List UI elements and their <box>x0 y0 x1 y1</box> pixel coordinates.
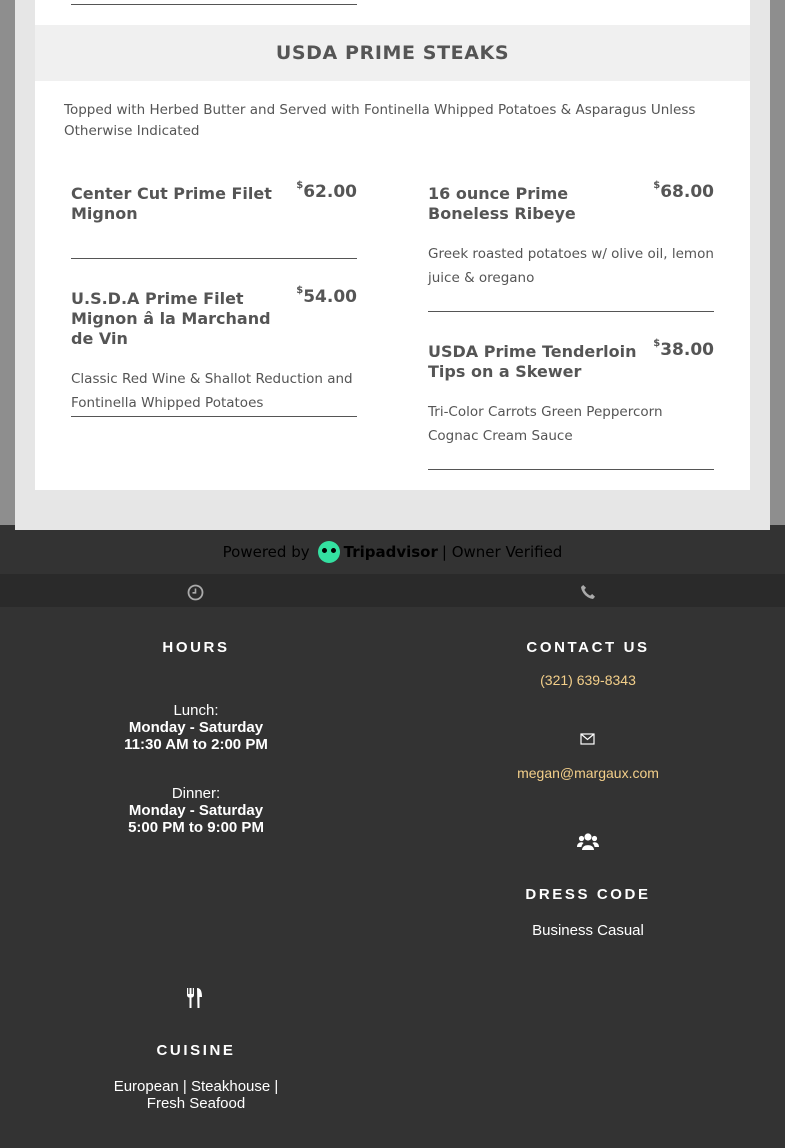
divider <box>71 258 357 259</box>
menu-item-price <box>296 287 357 307</box>
tripadvisor-badge[interactable] <box>0 530 785 574</box>
menu-item <box>71 285 357 415</box>
divider <box>71 4 357 5</box>
dress-code-section <box>438 886 738 939</box>
menu-item-description: Tri-Color Carrots Green Peppercorn Cognac Cream Sauce <box>428 404 663 444</box>
email-link[interactable]: megan@margaux.com <box>517 765 659 781</box>
menu-item-description: Classic Red Wine & Shallot Reduction and Fontinella Whipped Potatoes <box>71 371 353 411</box>
menu-item-name: 16 ounce Prime Boneless Ribeye <box>428 184 576 223</box>
divider <box>428 311 714 312</box>
email-block <box>438 765 738 783</box>
currency-symbol: $ <box>653 180 661 192</box>
menu-item <box>428 180 714 290</box>
menu-item <box>71 180 357 224</box>
contact-section <box>438 639 738 690</box>
icon-strip <box>0 574 785 607</box>
menu-item-name: USDA Prime Tenderloin Tips on a Skewer <box>428 342 637 381</box>
section-title: USDA PRIME STEAKS <box>275 42 510 64</box>
utensils-icon <box>186 988 204 1013</box>
cuisine-line-2: Fresh Seafood <box>146 1095 246 1112</box>
owner-verified-label: | Owner Verified <box>441 543 563 561</box>
divider <box>428 469 714 470</box>
dress-code-value: Business Casual <box>532 922 644 939</box>
users-icon <box>577 832 599 856</box>
price-value: 62.00 <box>303 182 357 202</box>
phone-icon <box>580 584 598 602</box>
currency-symbol: $ <box>296 180 304 192</box>
menu-item-price <box>296 182 357 202</box>
section-description: Topped with Herbed Butter and Served with Fontinella Whipped Potatoes & Asparagus Unless Otherwise Indicated <box>64 102 696 139</box>
menu-item-name: Center Cut Prime Filet Mignon <box>71 184 272 223</box>
cuisine-heading: CUISINE <box>156 1042 236 1059</box>
currency-symbol: $ <box>296 285 304 297</box>
phone-link[interactable]: (321) 639-8343 <box>540 672 636 688</box>
clock-icon <box>187 584 205 602</box>
menu-item-price <box>653 340 714 360</box>
menu-item <box>428 338 714 448</box>
menu-item-description: Greek roasted potatoes w/ olive oil, lemon juice & oregano <box>428 246 714 286</box>
dinner-label: Dinner: <box>171 785 221 802</box>
dinner-time: 5:00 PM to 9:00 PM <box>128 819 264 836</box>
menu-item-name: U.S.D.A Prime Filet Mignon â la Marchand de Vin <box>71 289 271 348</box>
powered-by-label: Powered by <box>222 543 310 561</box>
section-header <box>35 25 750 81</box>
lunch-label: Lunch: <box>173 702 219 719</box>
hours-section <box>46 639 346 836</box>
tripadvisor-owl-icon <box>318 541 340 563</box>
currency-symbol: $ <box>653 338 661 350</box>
divider <box>71 416 357 417</box>
contact-heading: CONTACT US <box>526 639 650 656</box>
hours-heading: HOURS <box>162 639 230 656</box>
price-value: 68.00 <box>660 182 714 202</box>
price-value: 54.00 <box>303 287 357 307</box>
cuisine-section <box>46 1042 346 1112</box>
dress-code-heading: DRESS CODE <box>525 886 651 903</box>
lunch-time: 11:30 AM to 2:00 PM <box>124 736 268 753</box>
envelope-icon <box>580 732 595 750</box>
dinner-days: Monday - Saturday <box>128 802 264 819</box>
lunch-days: Monday - Saturday <box>128 719 264 736</box>
cuisine-line-1: European | Steakhouse | <box>113 1078 279 1095</box>
tripadvisor-brand: Tripadvisor <box>343 543 438 561</box>
menu-item-price <box>653 182 714 202</box>
price-value: 38.00 <box>660 340 714 360</box>
